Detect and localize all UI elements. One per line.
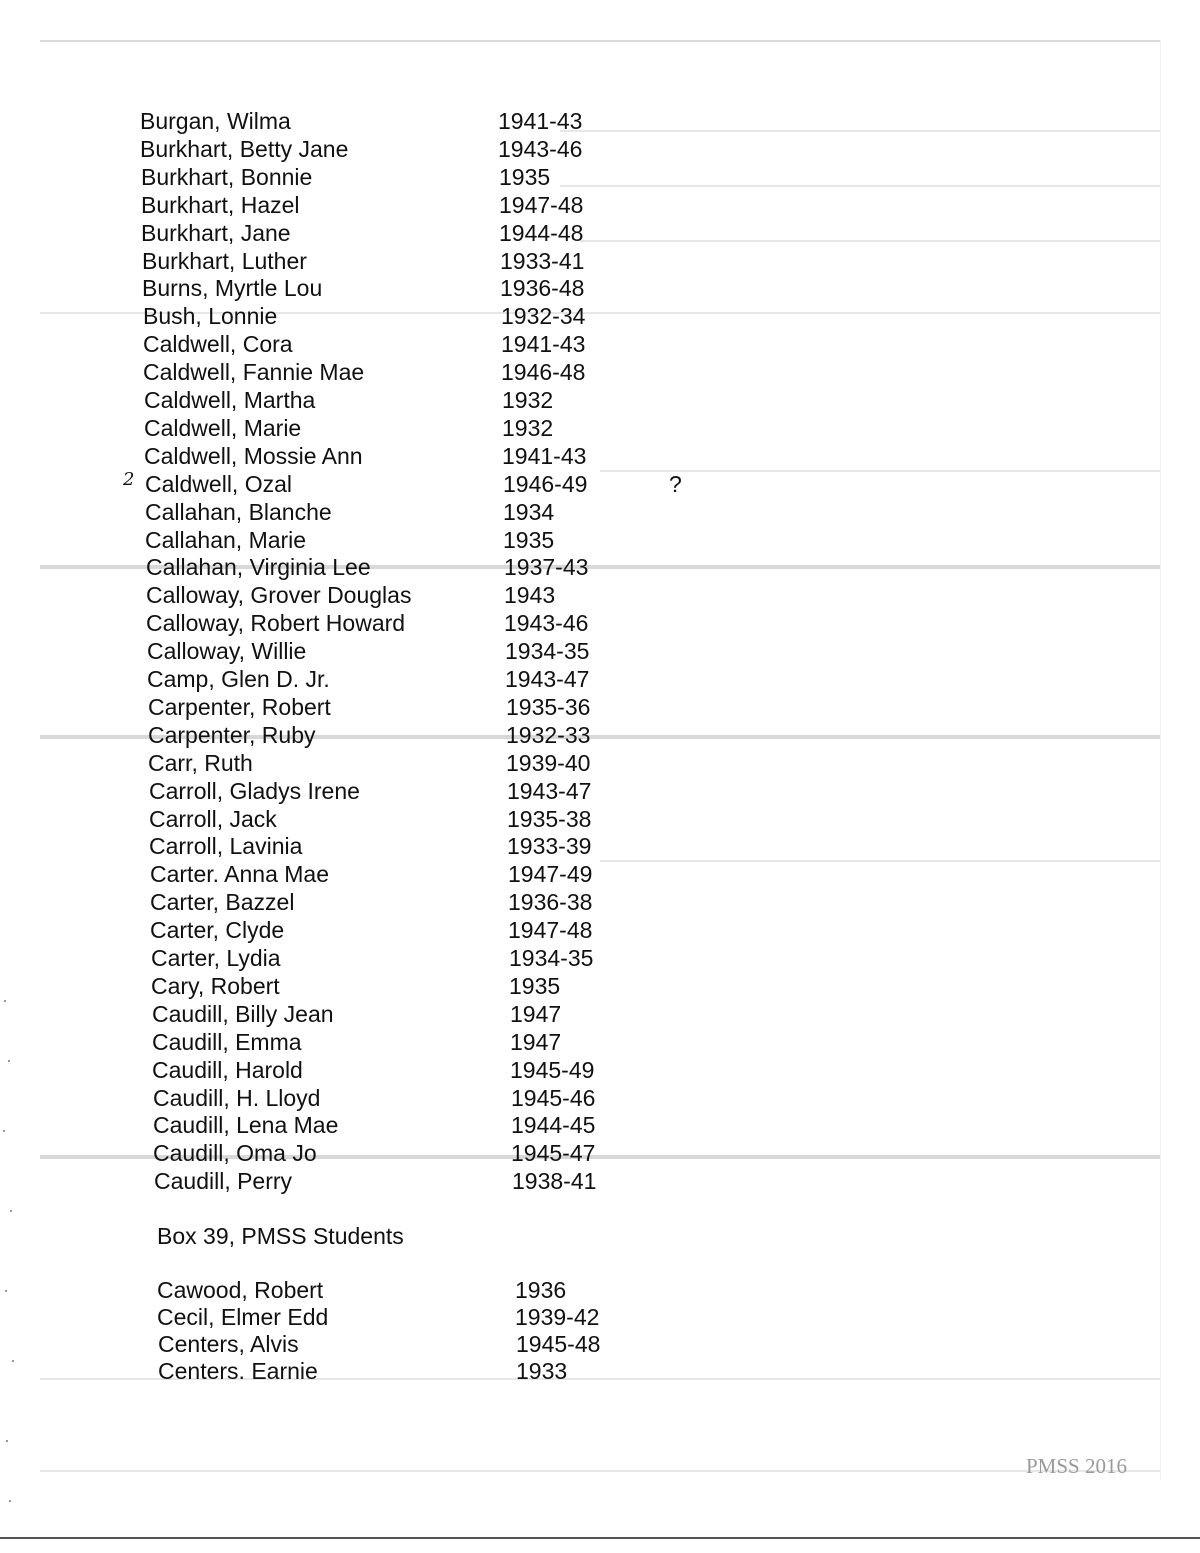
scan-speck [3, 1130, 5, 1132]
student-name: Burkhart, Hazel [141, 192, 300, 218]
student-name: Burkhart, Bonnie [141, 164, 313, 190]
student-name: Caudill, Perry [154, 1168, 293, 1194]
attendance-years: 1945-49 [510, 1057, 595, 1083]
attendance-years: 1932-33 [506, 722, 591, 748]
student-name: Carter, Bazzel [150, 889, 295, 915]
student-name: Calloway, Robert Howard [146, 610, 406, 636]
attendance-years: 1946-49 [503, 471, 588, 497]
attendance-years: 1939-42 [515, 1304, 600, 1330]
attendance-years: 1943-47 [505, 666, 590, 692]
attendance-years: 1936 [515, 1277, 567, 1303]
scan-speck [9, 1500, 11, 1502]
attendance-years: 1933 [516, 1358, 568, 1384]
student-name: Caudill, Billy Jean [152, 1001, 334, 1027]
student-name: Cary, Robert [151, 973, 280, 999]
attendance-years: 1932 [502, 387, 554, 413]
scan-speck [6, 1440, 8, 1442]
student-name: Carr, Ruth [148, 750, 253, 776]
scan-speck [8, 1060, 10, 1062]
student-name: Calloway, Willie [147, 638, 307, 664]
bleed-through-line [600, 470, 1160, 472]
bleed-through-line [1160, 40, 1161, 1480]
student-name: Calloway, Grover Douglas [146, 582, 412, 608]
student-name: Burns, Myrtle Lou [142, 275, 323, 301]
attendance-years: 1945-47 [511, 1140, 596, 1166]
student-name: Burgan, Wilma [140, 108, 291, 134]
student-name: Carter. Anna Mae [150, 861, 329, 887]
student-name: Carter, Lydia [151, 945, 281, 971]
attendance-years: 1941-43 [502, 443, 587, 469]
attendance-years: 1934-35 [509, 945, 594, 971]
attendance-years: 1937-43 [504, 554, 589, 580]
attendance-years: 1944-45 [511, 1112, 596, 1138]
attendance-years: 1935-36 [506, 694, 591, 720]
attendance-years: 1932-34 [501, 303, 586, 329]
attendance-years: 1947-48 [508, 917, 593, 943]
attendance-years: 1939-40 [506, 750, 591, 776]
attendance-years: 1945-48 [516, 1331, 601, 1357]
student-name: Carroll, Jack [149, 806, 277, 832]
student-name: Caldwell, Mossie Ann [144, 443, 363, 469]
student-name: Burkhart, Betty Jane [140, 136, 349, 162]
student-name: Burkhart, Jane [141, 220, 291, 246]
student-name: Carroll, Lavinia [149, 833, 303, 859]
attendance-years: 1935 [499, 164, 551, 190]
student-name: Caudill, Lena Mae [153, 1112, 339, 1138]
attendance-years: 1943-46 [504, 610, 589, 636]
student-name: Cawood, Robert [157, 1277, 324, 1303]
attendance-years: 1935 [503, 527, 555, 553]
student-name: Centers. Earnie [158, 1358, 318, 1384]
attendance-years: 1938-41 [512, 1168, 597, 1194]
student-name: Caldwell, Martha [144, 387, 316, 413]
student-name: Carpenter, Robert [148, 694, 331, 720]
attendance-years: 1933-41 [500, 248, 585, 274]
attendance-years: 1933-39 [507, 833, 592, 859]
scan-speck [5, 1290, 7, 1292]
attendance-years: 1945-46 [511, 1085, 596, 1111]
attendance-years: 1934-35 [505, 638, 590, 664]
bleed-through-line [560, 185, 1160, 187]
bleed-through-line [40, 1470, 1160, 1472]
student-name: Callahan, Virginia Lee [146, 554, 371, 580]
bleed-through-line [580, 240, 1160, 242]
attendance-years: 1947-49 [508, 861, 593, 887]
attendance-years: 1943-46 [498, 136, 583, 162]
archive-stamp: PMSS 2016 [1026, 1454, 1127, 1478]
attendance-years: 1944-48 [499, 220, 584, 246]
student-name: Carter, Clyde [150, 917, 285, 943]
student-name: Cecil, Elmer Edd [157, 1304, 329, 1330]
attendance-years: 1947 [510, 1029, 562, 1055]
attendance-years: 1941-43 [501, 331, 586, 357]
student-name: Callahan, Marie [145, 527, 307, 553]
question-mark-annotation: ? [669, 471, 682, 497]
bleed-through-line [560, 130, 1160, 132]
student-name: Carroll, Gladys Irene [149, 778, 360, 804]
page-top-border [40, 40, 1160, 42]
attendance-years: 1947 [510, 1001, 562, 1027]
attendance-years: 1935 [509, 973, 561, 999]
attendance-years: 1932 [502, 415, 554, 441]
page-bottom-edge [0, 1537, 1200, 1539]
student-name: Burkhart, Luther [142, 248, 307, 274]
student-name: Caudill, Emma [152, 1029, 302, 1055]
attendance-years: 1946-48 [501, 359, 586, 385]
student-name: Carpenter, Ruby [148, 722, 316, 748]
student-name: Centers, Alvis [158, 1331, 299, 1357]
student-name: Caudill, Harold [152, 1057, 303, 1083]
attendance-years: 1943-47 [507, 778, 592, 804]
attendance-years: 1936-38 [508, 889, 593, 915]
student-name: Caldwell, Marie [144, 415, 302, 441]
student-name: Caldwell, Ozal [145, 471, 292, 497]
scan-speck [4, 1000, 6, 1002]
student-name: Caldwell, Cora [143, 331, 293, 357]
scan-speck [12, 1360, 14, 1362]
handwritten-margin-note: 2 [123, 469, 135, 490]
bleed-through-line [600, 860, 1160, 862]
student-name: Caldwell, Fannie Mae [143, 359, 365, 385]
attendance-years: 1935-38 [507, 806, 592, 832]
student-name: Bush, Lonnie [143, 303, 278, 329]
student-name: Caudill, H. Lloyd [153, 1085, 321, 1111]
student-name: Callahan, Blanche [145, 499, 332, 525]
attendance-years: 1943 [504, 582, 556, 608]
attendance-years: 1941-43 [498, 108, 583, 134]
attendance-years: 1947-48 [499, 192, 584, 218]
attendance-years: 1936-48 [500, 275, 585, 301]
student-name: Camp, Glen D. Jr. [147, 666, 330, 692]
scan-speck [10, 1210, 12, 1212]
student-name: Caudill, Oma Jo [153, 1140, 317, 1166]
attendance-years: 1934 [503, 499, 555, 525]
box-heading: Box 39, PMSS Students [157, 1223, 404, 1249]
